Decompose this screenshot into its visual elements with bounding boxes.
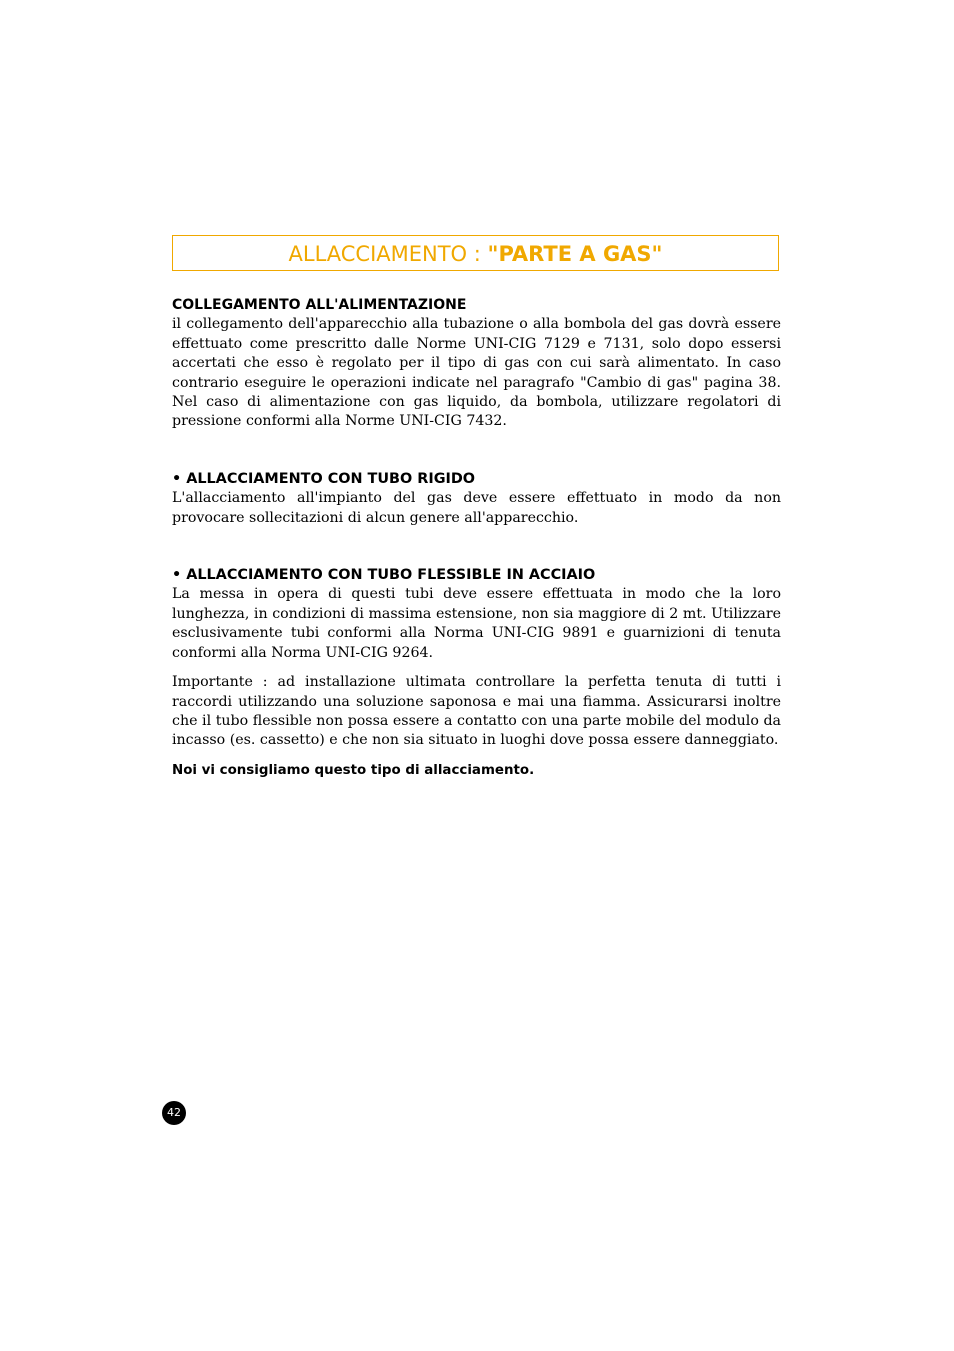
section-body-tubo-rigido: L'allacciamento all'impianto del gas deve essere effettuato in modo da non provocare sollecitazioni di alcun genere all'apparecchio. bbox=[172, 490, 781, 526]
section-title-box bbox=[172, 235, 779, 271]
section-tubo-flessibile bbox=[172, 566, 781, 780]
section-heading-alimentazione: COLLEGAMENTO ALL'ALIMENTAZIONE bbox=[172, 297, 467, 313]
important-note: Importante : ad installazione ultimata controllare la perfetta tenuta di tutti i raccordi utilizzando una soluzione saponosa e mai una fiamma. Assicurarsi inoltre che il tubo flessible non possa essere a contatto con una parte mobile del modulo da incasso (es. cassetto) e che non sia situato in luoghi dove possa essere danneggiato. bbox=[172, 674, 781, 749]
page-number-badge: 42 bbox=[162, 1101, 186, 1125]
section-title-prefix: ALLACCIAMENTO : bbox=[288, 242, 488, 266]
section-heading-tubo-rigido: • ALLACCIAMENTO CON TUBO RIGIDO bbox=[172, 470, 476, 487]
main-content bbox=[172, 296, 781, 780]
section-alimentazione bbox=[172, 296, 781, 432]
section-title-emphasis: "PARTE A GAS" bbox=[487, 242, 663, 266]
section-body-tubo-flessibile: La messa in opera di questi tubi deve essere effettuata in modo che la loro lunghezza, in condizioni di massima estensione, non sia maggiore di 2 mt. Utilizzare esclusivamente tubi conformi alla Norma UNI-CIG 9891 e guarnizioni di tenuta conformi alla Norma UNI-CIG 9264. bbox=[172, 586, 781, 661]
recommendation-text: Noi vi consigliamo questo tipo di allacciamento. bbox=[172, 762, 535, 778]
section-tubo-rigido bbox=[172, 470, 781, 528]
section-body-alimentazione: il collegamento dell'apparecchio alla tubazione o alla bombola del gas dovrà essere effettuato come prescritto dalle Norme UNI-CIG 7129 e 7131, solo dopo essersi accertati che esso è regolato per il tipo di gas con cui sarà alimentato. In caso contrario eseguire le operazioni indicate nel paragrafo "Cambio di gas" pagina 38. Nel caso di alimentazione con gas liquido, da bombola, utilizzare regolatori di pressione conformi alla Norme UNI-CIG 7432. bbox=[172, 316, 781, 430]
section-heading-tubo-flessibile: • ALLACCIAMENTO CON TUBO FLESSIBLE IN ACCIAIO bbox=[172, 567, 596, 584]
